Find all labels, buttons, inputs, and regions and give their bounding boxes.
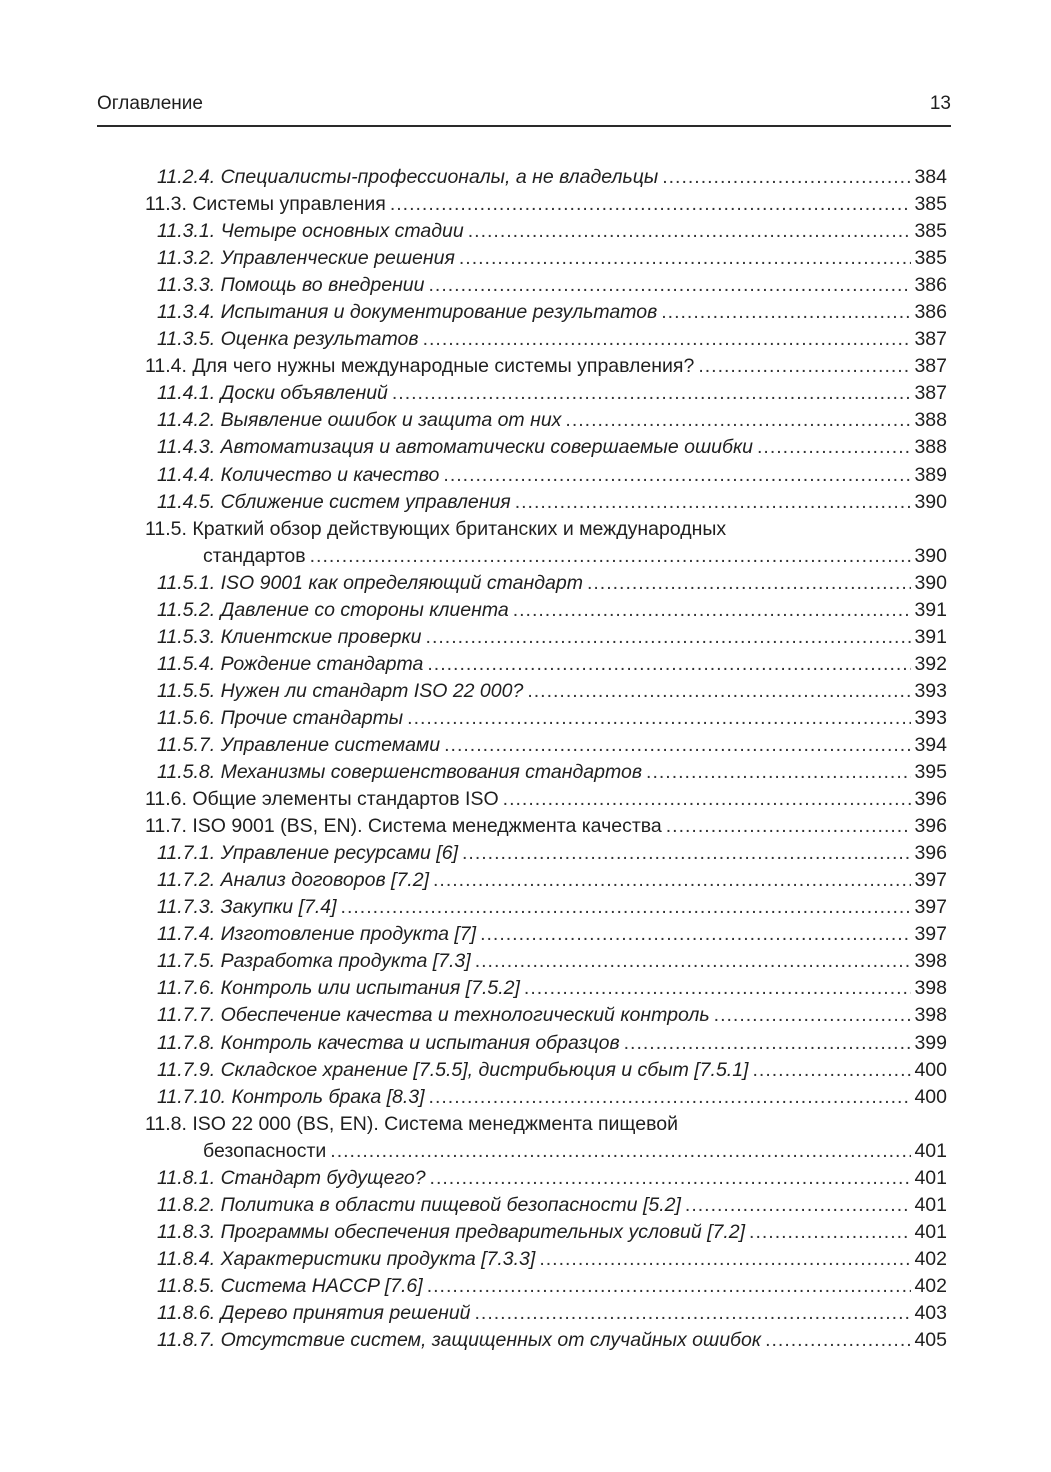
toc-entry-continuation[interactable] (145, 1138, 947, 1165)
dot-leader (749, 1219, 911, 1246)
toc-entry-page: 392 (914, 652, 947, 675)
dot-leader (462, 840, 911, 867)
toc-entry-label: 11.7.1. Управление ресурсами [6] (157, 842, 458, 865)
toc-entry[interactable] (145, 1327, 947, 1354)
toc-entry-page: 398 (914, 1004, 947, 1027)
dot-leader (524, 975, 912, 1002)
toc-entry[interactable] (145, 191, 947, 218)
dot-leader (426, 624, 912, 651)
dot-leader (423, 326, 912, 353)
toc-entry-label: 11.5.6. Прочие стандарты (157, 706, 404, 729)
toc-entry-label: 11.8.7. Отсутствие систем, защищенных от случайных ошибок (157, 1329, 762, 1352)
toc-entry[interactable] (145, 299, 947, 326)
toc-entry-label: 11.6. Общие элементы стандартов ISO (145, 788, 499, 811)
toc-entry-page: 398 (914, 977, 947, 1000)
dot-leader (468, 218, 912, 245)
toc-entry-page: 389 (914, 463, 947, 486)
toc-entry[interactable] (145, 272, 947, 299)
toc-entry-label: 11.7.6. Контроль или испытания [7.5.2] (157, 977, 520, 1000)
toc-entry-page: 401 (914, 1193, 947, 1216)
toc-entry-label: 11.8.6. Дерево принятия решений (157, 1301, 471, 1324)
page-number: 13 (929, 93, 951, 114)
dot-leader (310, 543, 912, 570)
toc-entry-page: 399 (914, 1031, 947, 1054)
toc-entry-page: 402 (914, 1247, 947, 1270)
toc-entry-label: 11.4.4. Количество и качество (157, 463, 440, 486)
dot-leader (459, 245, 912, 272)
dot-leader (330, 1138, 911, 1165)
toc-entry-page: 387 (914, 328, 947, 351)
dot-leader (341, 894, 912, 921)
dot-leader (480, 921, 911, 948)
dot-leader (565, 407, 911, 434)
toc-entry-label: 11.8.1. Стандарт будущего? (157, 1166, 426, 1189)
toc-entry-page: 397 (914, 923, 947, 946)
dot-leader (503, 786, 912, 813)
toc-entry-label: 11.5.7. Управление системами (157, 733, 441, 756)
toc-entry-page: 400 (914, 1058, 947, 1081)
toc-entry-label: 11.2.4. Специалисты-профессионалы, а не владельцы (157, 166, 659, 188)
dot-leader (443, 462, 911, 489)
toc-entry-page: 390 (914, 490, 947, 513)
toc-entry-page: 393 (914, 706, 947, 729)
dot-leader (429, 1084, 912, 1111)
toc-entry[interactable] (145, 1057, 947, 1084)
toc-entry-label: 11.8.5. Система HACCP [7.6] (157, 1274, 423, 1297)
toc-entry[interactable] (145, 1030, 947, 1057)
toc-entry[interactable] (145, 516, 947, 543)
toc-entry-label: 11.7.5. Разработка продукта [7.3] (157, 950, 471, 973)
toc-entry-page: 398 (914, 950, 947, 973)
table-of-contents (145, 164, 947, 1354)
dot-leader (685, 1192, 912, 1219)
toc-entry-label-continued: стандартов (203, 544, 306, 567)
toc-entry-page: 388 (914, 436, 947, 459)
toc-entry[interactable] (145, 786, 947, 813)
toc-entry[interactable] (145, 894, 947, 921)
dot-leader (430, 1165, 912, 1192)
toc-entry[interactable] (145, 353, 947, 380)
toc-entry[interactable] (145, 921, 947, 948)
toc-entry-label: 11.8.4. Характеристики продукта [7.3.3] (157, 1247, 536, 1270)
toc-entry-label: 11.8.3. Программы обеспечения предварительных условий [7.2] (157, 1220, 746, 1243)
toc-entry-label: 11.4.5. Сближение систем управления (157, 490, 511, 513)
dot-leader (444, 732, 911, 759)
toc-entry[interactable] (145, 1002, 947, 1029)
toc-entry[interactable] (145, 218, 947, 245)
toc-entry[interactable] (145, 759, 947, 786)
toc-entry-page: 386 (914, 301, 947, 324)
toc-entry-label: 11.3.3. Помощь во внедрении (157, 274, 425, 297)
toc-entry-label: 11.3.5. Оценка результатов (157, 328, 419, 351)
dot-leader (392, 380, 912, 407)
toc-entry-page: 396 (914, 788, 947, 811)
toc-entry-label: 11.3.4. Испытания и документирование результатов (157, 301, 658, 324)
dot-leader (666, 813, 912, 840)
dot-leader (662, 164, 911, 191)
dot-leader (661, 299, 911, 326)
dot-leader (475, 948, 912, 975)
toc-entry-label: 11.4. Для чего нужны международные системы управления? (145, 355, 695, 378)
toc-entry-label: 11.7. ISO 9001 (BS, EN). Система менеджмента качества (145, 815, 662, 838)
toc-entry-label: 11.4.3. Автоматизация и автоматически совершаемые ошибки (157, 436, 754, 459)
dot-leader (429, 272, 912, 299)
toc-entry-label: 11.5.5. Нужен ли стандарт ISO 22 000? (157, 679, 524, 702)
toc-entry-label: 11.7.7. Обеспечение качества и технологический контроль (157, 1004, 710, 1027)
toc-entry-page: 387 (914, 355, 947, 378)
toc-entry-page: 388 (914, 409, 947, 432)
toc-entry-label: 11.5.3. Клиентские проверки (157, 625, 422, 648)
toc-entry-label: 11.5.8. Механизмы совершенствования стандартов (157, 761, 643, 784)
toc-entry-label: 11.3.1. Четыре основных стадии (157, 220, 464, 243)
toc-entry[interactable] (145, 624, 947, 651)
toc-entry[interactable] (145, 326, 947, 353)
running-header-title: Оглавление (97, 93, 203, 114)
dot-leader (646, 759, 911, 786)
toc-entry-label: 11.7.3. Закупки [7.4] (157, 896, 337, 919)
toc-entry[interactable] (145, 489, 947, 516)
toc-entry[interactable] (145, 407, 947, 434)
toc-entry-page: 386 (914, 274, 947, 297)
toc-entry[interactable] (145, 1165, 947, 1192)
toc-entry-page: 394 (914, 733, 947, 756)
toc-entry-page: 396 (914, 842, 947, 865)
toc-entry-continuation[interactable] (145, 543, 947, 570)
toc-entry-page: 391 (914, 625, 947, 648)
dot-leader (752, 1057, 911, 1084)
toc-entry-page: 385 (914, 220, 947, 243)
toc-entry-page: 385 (914, 193, 947, 216)
toc-entry-page: 403 (914, 1301, 947, 1324)
toc-entry[interactable] (145, 948, 947, 975)
toc-entry[interactable] (145, 1084, 947, 1111)
toc-entry-label: 11.7.9. Складское хранение [7.5.5], дистрибьюция и сбыт [7.5.1] (157, 1058, 749, 1081)
toc-entry-label-continued: безопасности (203, 1139, 327, 1162)
toc-entry[interactable] (145, 1300, 947, 1327)
toc-entry[interactable] (145, 434, 947, 461)
toc-entry[interactable] (145, 975, 947, 1002)
dot-leader (475, 1300, 912, 1327)
toc-entry[interactable] (145, 705, 947, 732)
toc-entry[interactable] (145, 1219, 947, 1246)
toc-entry[interactable] (145, 1192, 947, 1219)
toc-entry-label: 11.7.8. Контроль качества и испытания образцов (157, 1031, 620, 1054)
dot-leader (587, 570, 912, 597)
toc-entry-label: 11.5.2. Давление со стороны клиента (157, 598, 509, 621)
toc-entry-label: 11.5.1. ISO 9001 как определяющий стандарт (157, 571, 583, 594)
toc-entry-page: 402 (914, 1274, 947, 1297)
toc-entry[interactable] (145, 813, 947, 840)
toc-entry-page: 397 (914, 869, 947, 892)
toc-entry-page: 397 (914, 896, 947, 919)
toc-entry-label: 11.7.10. Контроль брака [8.3] (157, 1085, 425, 1108)
toc-entry[interactable] (145, 867, 947, 894)
toc-entry-label: 11.8. ISO 22 000 (BS, EN). Система менеджмента пищевой (145, 1112, 678, 1135)
toc-entry-label: 11.7.4. Изготовление продукта [7] (157, 923, 477, 946)
dot-leader (433, 867, 911, 894)
toc-entry-page: 387 (914, 382, 947, 405)
toc-entry-page: 401 (914, 1166, 947, 1189)
dot-leader (539, 1246, 911, 1273)
dot-leader (757, 434, 911, 461)
toc-entry[interactable] (145, 380, 947, 407)
toc-entry[interactable] (145, 597, 947, 624)
toc-entry-label: 11.8.2. Политика в области пищевой безопасности [5.2] (157, 1193, 681, 1216)
toc-entry[interactable] (145, 840, 947, 867)
dot-leader (390, 191, 912, 218)
toc-entry-page: 385 (914, 247, 947, 270)
toc-entry[interactable] (145, 1273, 947, 1300)
toc-entry-page: 400 (914, 1085, 947, 1108)
toc-entry[interactable] (145, 164, 947, 191)
toc-entry[interactable] (145, 570, 947, 597)
toc-entry-label: 11.4.2. Выявление ошибок и защита от них (157, 409, 562, 432)
dot-leader (513, 597, 912, 624)
dot-leader (407, 705, 911, 732)
toc-entry-page: 405 (914, 1329, 947, 1352)
toc-entry-label: 11.5. Краткий обзор действующих британских и международных (145, 517, 727, 540)
toc-entry-page: 390 (914, 544, 947, 567)
toc-entry-page: 395 (914, 761, 947, 784)
dot-leader (515, 489, 912, 516)
toc-entry-label: 11.4.1. Доски объявлений (157, 382, 388, 405)
dot-leader (698, 353, 911, 380)
toc-entry-page: 393 (914, 679, 947, 702)
toc-entry[interactable] (145, 678, 947, 705)
toc-entry-page: 396 (914, 815, 947, 838)
toc-entry-label: 11.3. Системы управления (145, 193, 386, 216)
toc-entry[interactable] (145, 1246, 947, 1273)
toc-entry-page: 401 (914, 1139, 947, 1162)
toc-entry-label: 11.3.2. Управленческие решения (157, 247, 455, 270)
toc-entry-page: 401 (914, 1220, 947, 1243)
dot-leader (624, 1030, 912, 1057)
dot-leader (527, 678, 911, 705)
toc-entry-label: 11.7.2. Анализ договоров [7.2] (157, 869, 429, 892)
toc-entry[interactable] (145, 1111, 947, 1138)
toc-entry[interactable] (145, 245, 947, 272)
toc-entry-page: 384 (914, 166, 947, 188)
toc-entry-label: 11.5.4. Рождение стандарта (157, 652, 424, 675)
toc-entry-page: 391 (914, 598, 947, 621)
toc-entry[interactable] (145, 651, 947, 678)
dot-leader (427, 651, 911, 678)
dot-leader (427, 1273, 912, 1300)
dot-leader (714, 1002, 912, 1029)
page-header (97, 93, 951, 127)
toc-entry[interactable] (145, 462, 947, 489)
toc-entry[interactable] (145, 732, 947, 759)
toc-entry-page: 390 (914, 571, 947, 594)
dot-leader (765, 1327, 911, 1354)
